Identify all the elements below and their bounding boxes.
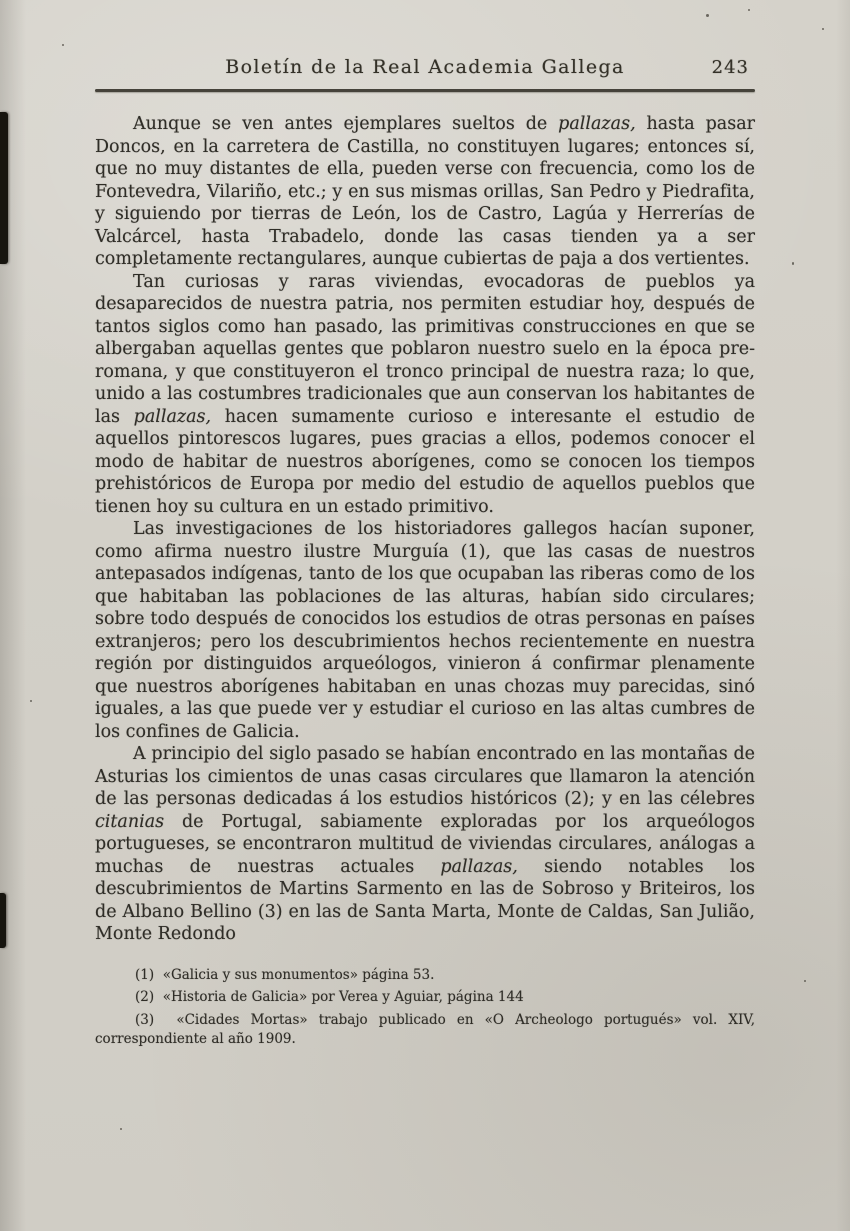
journal-title: Boletín de la Real Academia Gallega xyxy=(225,56,625,78)
scan-artifact-speck xyxy=(804,980,806,982)
header-rule xyxy=(95,89,755,92)
paragraph xyxy=(95,271,755,519)
scan-artifact-speck xyxy=(748,9,750,11)
document-body xyxy=(95,113,755,946)
text-run: Las investigaciones de los historiadores gallegos hacían suponer, como afirma nuestro ilustre Murguía (1), que las casas de nuestros antepasados indígenas, tanto de los que ocupaban las riberas como de los que habitaban las poblaciones de las alturas, habían sido circulares; sobre todo después de conocidos los estudios de otras personas en países extranjeros; pero los descubrimientos hechos recientemente en nuestra región por distinguidos arqueólogos, vinieron á confirmar plenamente que nuestros aborígenes habitaban en unas chozas muy parecidas, sinó iguales, a las que puede ver y estudiar el curioso en las altas cumbres de los confines de Galicia. xyxy=(95,519,755,742)
scan-artifact-speck xyxy=(62,44,64,46)
scan-artifact-ink-mark xyxy=(0,893,6,948)
text-run: hacen sumamente curioso e interesante el estudio de aquellos pintorescos lugares, pues gracias a ellos, podemos conocer el modo de habitar de nuestros aborígenes, como se conocen los tiempos prehistóricos de Europa por medio del estudio de aquellos pueblos que tienen hoy su cultura en un estado primitivo. xyxy=(95,406,755,517)
text-run: de Portugal, sabiamente exploradas por los arqueólogos portugueses, se encontraron multitud de viviendas circulares, análogas a muchas de nuestras actuales xyxy=(95,811,755,877)
scan-artifact-speck xyxy=(30,700,32,702)
footnote: (1) «Galicia y sus monumentos» página 53. xyxy=(135,966,435,983)
text-run: Tan curiosas y raras viviendas, evocadoras de pueblos ya desaparecidos de nuestra patria, nos permiten estudiar hoy, después de tantos siglos como han pasado, las primitivas construcciones en que se albergaban aquellas gentes que poblaron nuestro suelo en la época pre-romana, y que constituyeron el tronco principal de nuestra raza; lo que, unido a las costumbres tradicionales que aun conservan los habitantes de las xyxy=(95,271,755,427)
text-run: hasta pasar Doncos, en la carretera de Castilla, no constituyen lugares; entonces sí, que no muy distantes de ella, pueden verse con frecuencia, como los de Fontevedra, Vilariño, etc.; y en sus mismas orillas, San Pedro y Piedrafita, y siguiendo por tierras de León, los de Castro, Lagúa y Herrerías de Valcárcel, hasta Trabadelo, donde las casas tienden ya a ser completamente rectangulares, aunque cubiertas de paja a dos vertientes. xyxy=(95,114,755,269)
footnotes-section xyxy=(95,966,755,1050)
paragraph xyxy=(95,518,755,743)
text-run: A principio del siglo pasado se habían encontrado en las montañas de Asturias los cimientos de unas casas circulares que llamaron la atención de las personas dedicadas á los estudios históricos (2); y en las célebres xyxy=(95,744,755,809)
italic-term: pallazas, xyxy=(440,856,518,877)
footnote: (3) «Cidades Mortas» trabajo publicado en «O Archeologo portugués» vol. XIV, correspondiente al año 1909. xyxy=(95,1011,755,1047)
paragraph xyxy=(95,743,755,946)
scan-artifact-speck xyxy=(120,1128,122,1130)
scan-artifact-speck xyxy=(706,14,709,17)
page-header xyxy=(95,56,755,84)
paragraph xyxy=(95,113,755,271)
scan-artifact-speck xyxy=(792,262,794,265)
italic-term: citanias xyxy=(95,811,165,832)
italic-term: pallazas, xyxy=(558,114,636,134)
text-run: Aunque se ven antes ejemplares sueltos de xyxy=(133,114,559,134)
italic-term: pallazas, xyxy=(133,406,212,427)
page-number: 243 xyxy=(711,57,749,78)
scan-artifact-speck xyxy=(822,28,824,30)
text-run: siendo notables los descubrimientos de Martins Sarmento en las de Sobroso y Briteiros, los de Albano Bellino (3) en las de Santa Marta, Monte de Caldas, San Julião, Monte Redondo xyxy=(95,856,755,944)
footnote: (2) «Historia de Galicia» por Verea y Aguiar, página 144 xyxy=(135,989,524,1005)
scan-artifact-ink-mark xyxy=(0,112,8,264)
